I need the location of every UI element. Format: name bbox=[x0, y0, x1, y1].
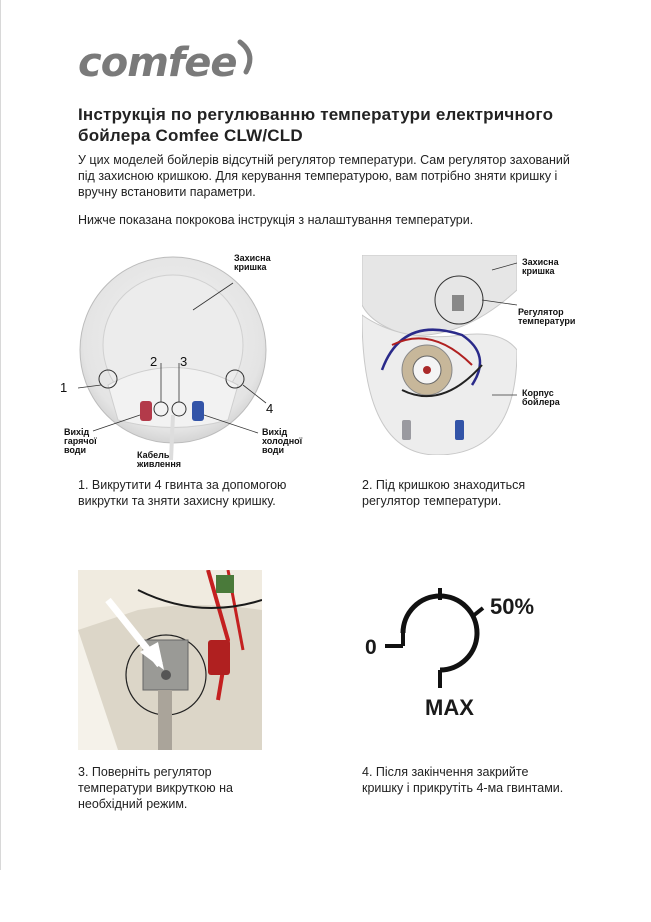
page-title: Інструкція по регулюванню температури електричного бойлера Comfee CLW/CLD bbox=[78, 105, 554, 145]
step-2-caption: 2. Під кришкою знаходиться регулятор температури. bbox=[362, 478, 526, 508]
page-edge bbox=[0, 0, 1, 870]
fig2-body-label: Корпус бойлера bbox=[522, 388, 560, 407]
intro-paragraph: У цих моделей бойлерів відсутній регулятор температури. Сам регулятор захований під захисною кришкою. Для керування температурою, вам потрібно зняти кришку і вручну встановити параметри. bbox=[78, 153, 570, 199]
fig1-cover-label: Захисна кришка bbox=[234, 253, 271, 272]
step-1-caption: 1. Викрутити 4 гвинта за допомогою викрутки та зняти захисну кришку. bbox=[78, 478, 287, 508]
fig1-screw-4: 4 bbox=[266, 401, 274, 416]
dial-max-label: MAX bbox=[425, 695, 474, 720]
fig2-regulator-label: Регулятор температури bbox=[518, 307, 576, 326]
regulator-closeup-photo bbox=[78, 570, 262, 750]
regulator-under-cover-photo bbox=[362, 255, 517, 455]
intro-paragraph-2: Нижче показана покрокова інструкція з налаштування температури. bbox=[78, 213, 474, 227]
fig1-cable-label: Кабель живлення bbox=[137, 450, 182, 469]
brand-logo: comfee bbox=[78, 40, 237, 86]
fig1-screw-3: 3 bbox=[180, 354, 188, 369]
logo-swoosh-icon bbox=[236, 38, 258, 78]
step-3-caption: 3. Поверніть регулятор температури викруткою на необхідний режим. bbox=[78, 765, 234, 811]
fig2-cover-label: Захисна кришка bbox=[522, 257, 559, 276]
dial-half-label: 50% bbox=[490, 594, 535, 619]
dial-zero-label: 0 bbox=[365, 636, 377, 659]
temperature-dial-diagram bbox=[380, 588, 500, 698]
fig1-hot-label: Вихід гарячої води bbox=[64, 427, 97, 455]
fig1-screw-2: 2 bbox=[150, 354, 158, 369]
fig1-screw-1: 1 bbox=[60, 380, 68, 395]
fig1-cold-label: Вихід холодної води bbox=[262, 427, 303, 455]
step-4-caption: 4. Після закінчення закрийте кришку і прикрутіть 4-ма гвинтами. bbox=[362, 765, 564, 795]
